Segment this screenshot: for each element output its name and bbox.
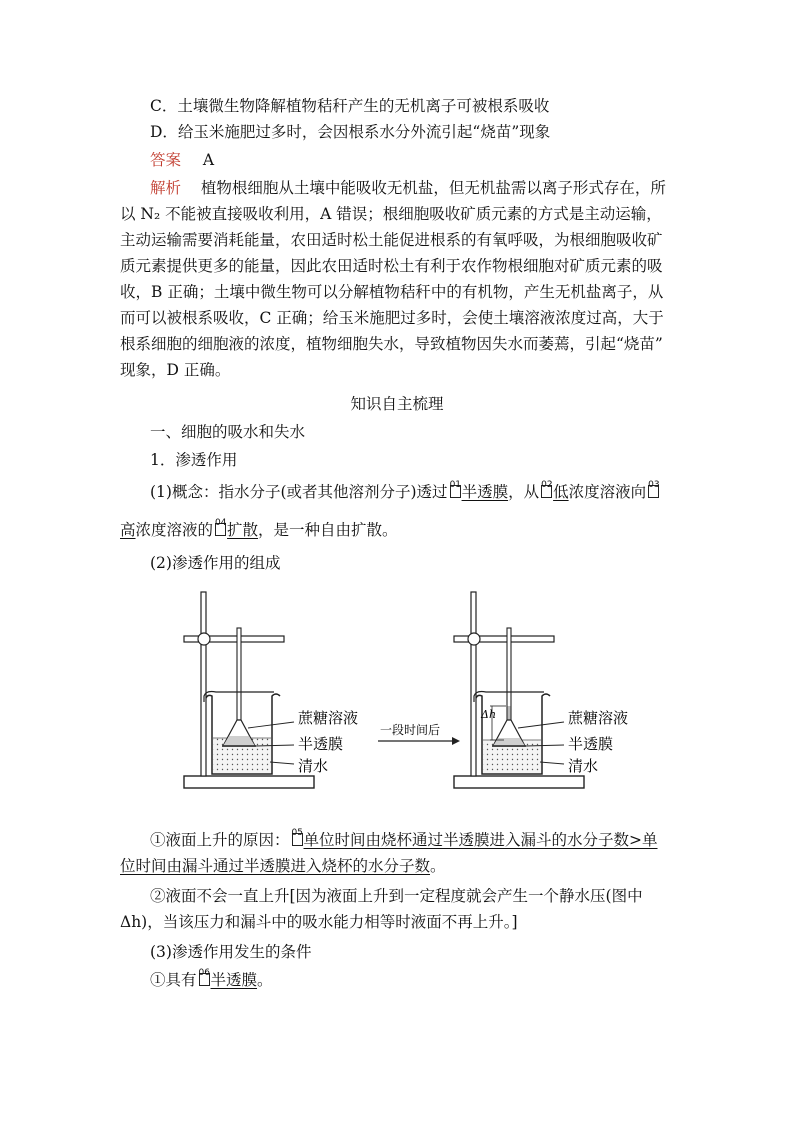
stand-rod [201, 592, 206, 776]
option-c: C．土壤微生物降解植物秸秆产生的无机离子可被根系吸收 [150, 97, 550, 115]
label-membrane-1: 半透膜 [298, 735, 344, 753]
answer-02: 低 [553, 483, 569, 501]
heading-osmosis: 1．渗透作用 [150, 451, 238, 469]
answer-05-line1: 单位时间由烧杯通过半透膜进入漏斗的水分子数>单 [303, 831, 658, 849]
apparatus-before [184, 592, 314, 788]
blank-box-04: 04 [215, 523, 226, 536]
answer-05-line2: 位时间由漏斗通过半透膜进入烧杯的水分子数 [120, 857, 431, 875]
blank-box-06: 06 [199, 973, 210, 986]
answer-03: 高 [120, 521, 136, 539]
osmosis-diagram [176, 578, 656, 808]
label-sucrose-2: 蔗糖溶液 [568, 709, 629, 727]
reason-line-2: 位时间由漏斗通过半透膜进入烧杯的水分子数。 [120, 857, 446, 875]
analysis-line-8: 现象，D 正确。 [120, 361, 231, 379]
analysis-line-2: 以 N₂ 不能被直接吸收利用，A 错误；根细胞吸收矿质元素的方式是主动运输， [120, 205, 662, 223]
blank-box-03: 03 [648, 485, 659, 498]
concept-line-1: (1)概念：指水分子(或者其他溶剂分子)透过 01 半透膜，从 02 低浓度溶液向 03 [150, 480, 660, 501]
answer-label: 答案 [150, 151, 182, 169]
section-title: 知识自主梳理 [350, 395, 444, 413]
blank-box-05: 05 [292, 833, 303, 846]
analysis-line-7: 根系细胞的细胞液的浓度，植物细胞失水，导致植物因失水而萎蔫，引起“烧苗” [120, 335, 663, 353]
delta-h-label: Δh [481, 708, 497, 721]
conditions-title: (3)渗透作用发生的条件 [150, 943, 312, 961]
stand-base [184, 776, 314, 788]
composition-title: (2)渗透作用的组成 [150, 554, 281, 572]
heading-cell-water: 一、细胞的吸水和失水 [150, 423, 306, 441]
analysis-label: 解析 [150, 179, 182, 197]
reason-line-1: ①液面上升的原因： 05 单位时间由烧杯通过半透膜进入漏斗的水分子数>单 [150, 828, 658, 849]
label-sucrose-1: 蔗糖溶液 [298, 709, 359, 727]
answer-01: 半透膜 [461, 483, 509, 501]
label-water-1: 清水 [298, 757, 329, 775]
analysis-line-3: 主动运输需要消耗能量，农田适时松土能促进根系的有氧呼吸，为根细胞吸收矿 [120, 231, 663, 249]
apparatus-after [454, 592, 584, 788]
answer-04: 扩散 [227, 521, 259, 539]
answer-value: A [202, 151, 215, 169]
analysis-line-4: 质元素提供更多的能量，因此农田适时松土有利于农作物根细胞对矿质元素的吸 [120, 257, 663, 275]
answer-06: 半透膜 [210, 971, 258, 989]
blank-box-01: 01 [450, 485, 461, 498]
note-line-1: ②液面不会一直上升[因为液面上升到一定程度就会产生一个静水压(图中 [150, 887, 643, 905]
answer-line [150, 148, 214, 172]
condition-1: ①具有 06 半透膜。 [150, 968, 273, 989]
label-water-2: 清水 [568, 757, 599, 775]
analysis-line-1: 解析 植物根细胞从土壤中能吸收无机盐，但无机盐需以离子形式存在，所 [150, 179, 666, 197]
option-d: D．给玉米施肥过多时，会因根系水分外流引起“烧苗”现象 [150, 123, 551, 141]
funnel-stem [237, 628, 241, 720]
note-line-2: Δh)，当该压力和漏斗中的吸水能力相等时液面不再上升。] [120, 913, 518, 931]
blank-box-02: 02 [541, 485, 552, 498]
clamp-screw [198, 633, 210, 645]
label-membrane-2: 半透膜 [568, 735, 614, 753]
arrow-label: 一段时间后 [380, 723, 441, 737]
concept-line-2: 高浓度溶液的 04 扩散，是一种自由扩散。 [120, 518, 398, 539]
analysis-line-6: 而可以被根系吸收，C 正确；给玉米施肥过多时，会使土壤溶液浓度过高，大于 [120, 309, 664, 327]
analysis-line-5: 收，B 正确；土壤中微生物可以分解植物秸秆中的有机物，产生无机盐离子，从 [120, 283, 664, 301]
